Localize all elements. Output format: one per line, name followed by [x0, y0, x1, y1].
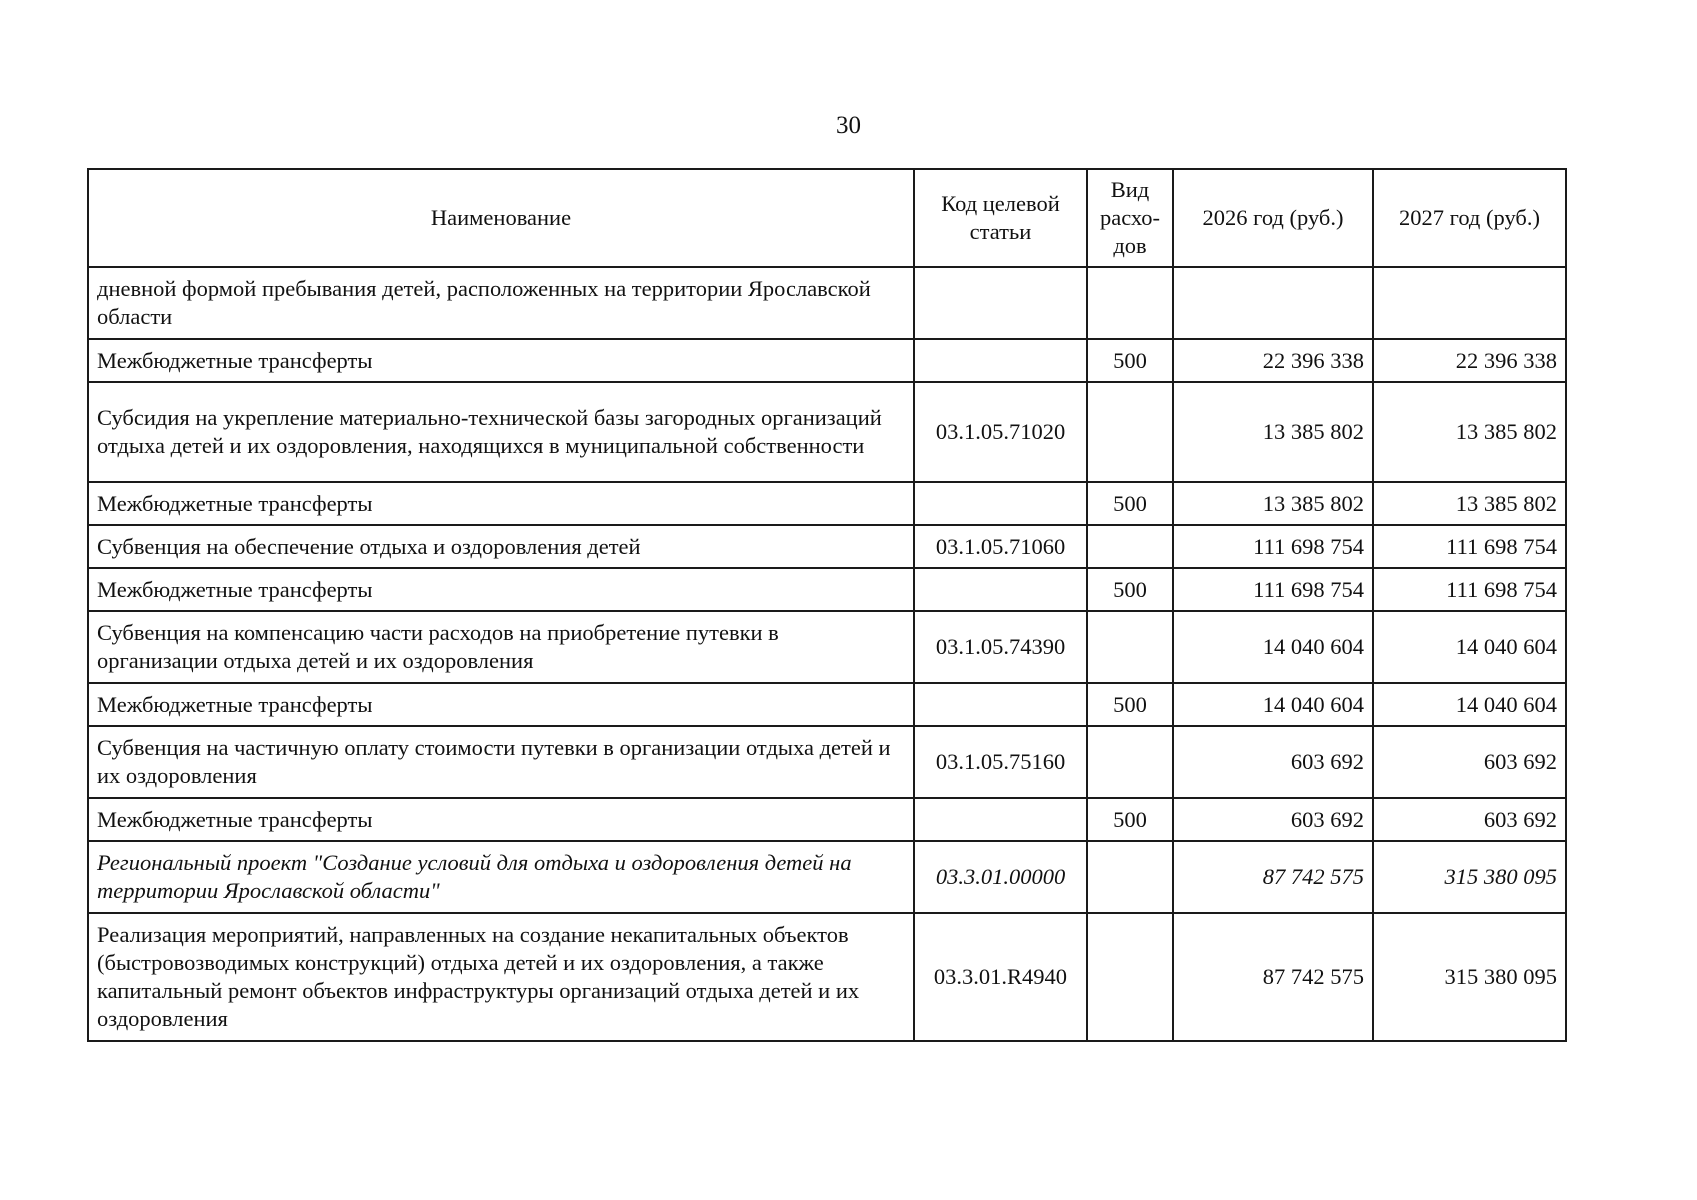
- table-row: [88, 482, 1566, 525]
- row-code: [914, 798, 1087, 841]
- table-row: [88, 726, 1566, 798]
- row-amount-2026: 13 385 802: [1173, 382, 1373, 482]
- row-name: Субвенция на компенсацию части расходов на приобретение путевки в организации отдыха детей и их оздоровления: [88, 611, 914, 683]
- row-amount-2027: [1373, 267, 1566, 339]
- row-code: 03.1.05.75160: [914, 726, 1087, 798]
- row-code: 03.3.01.R4940: [914, 913, 1087, 1041]
- row-amount-2027: 22 396 338: [1373, 339, 1566, 382]
- row-code: [914, 339, 1087, 382]
- row-amount-2027: 603 692: [1373, 726, 1566, 798]
- row-amount-2026: 603 692: [1173, 726, 1373, 798]
- header-vid: Вид расхо-дов: [1087, 169, 1173, 267]
- row-code: [914, 568, 1087, 611]
- row-amount-2026: 87 742 575: [1173, 913, 1373, 1041]
- table-row: [88, 525, 1566, 568]
- row-name: Межбюджетные трансферты: [88, 339, 914, 382]
- table-row: [88, 611, 1566, 683]
- row-name: Межбюджетные трансферты: [88, 568, 914, 611]
- row-expense-type: [1087, 267, 1173, 339]
- header-2027: 2027 год (руб.): [1373, 169, 1566, 267]
- row-amount-2027: 603 692: [1373, 798, 1566, 841]
- row-code: 03.1.05.71020: [914, 382, 1087, 482]
- row-name: Субвенция на обеспечение отдыха и оздоровления детей: [88, 525, 914, 568]
- row-name: Межбюджетные трансферты: [88, 798, 914, 841]
- row-name: Межбюджетные трансферты: [88, 683, 914, 726]
- row-amount-2026: 14 040 604: [1173, 683, 1373, 726]
- row-code: 03.1.05.71060: [914, 525, 1087, 568]
- row-expense-type: 500: [1087, 482, 1173, 525]
- row-expense-type: 500: [1087, 798, 1173, 841]
- table-row: [88, 913, 1566, 1041]
- table-header-row: [88, 169, 1566, 267]
- row-code: 03.1.05.74390: [914, 611, 1087, 683]
- row-expense-type: 500: [1087, 568, 1173, 611]
- row-expense-type: [1087, 382, 1173, 482]
- row-amount-2026: 13 385 802: [1173, 482, 1373, 525]
- row-expense-type: [1087, 611, 1173, 683]
- budget-table: [87, 168, 1567, 1042]
- table-row: [88, 683, 1566, 726]
- row-name: Субсидия на укрепление материально-технической базы загородных организаций отдыха детей и их оздоровления, находящихся в муниципальной собственности: [88, 382, 914, 482]
- row-expense-type: [1087, 913, 1173, 1041]
- header-2026: 2026 год (руб.): [1173, 169, 1373, 267]
- row-expense-type: [1087, 525, 1173, 568]
- table-row: [88, 841, 1566, 913]
- row-amount-2027: 13 385 802: [1373, 482, 1566, 525]
- row-amount-2026: 22 396 338: [1173, 339, 1373, 382]
- table-row: [88, 339, 1566, 382]
- row-amount-2027: 13 385 802: [1373, 382, 1566, 482]
- row-expense-type: 500: [1087, 339, 1173, 382]
- row-name: Региональный проект "Создание условий для отдыха и оздоровления детей на территории Ярославской области": [88, 841, 914, 913]
- row-code: [914, 683, 1087, 726]
- row-expense-type: [1087, 726, 1173, 798]
- row-name: Субвенция на частичную оплату стоимости путевки в организации отдыха детей и их оздоровления: [88, 726, 914, 798]
- row-amount-2026: 603 692: [1173, 798, 1373, 841]
- row-name: дневной формой пребывания детей, расположенных на территории Ярославской области: [88, 267, 914, 339]
- row-amount-2027: 14 040 604: [1373, 683, 1566, 726]
- header-code: Код целевой статьи: [914, 169, 1087, 267]
- header-name: Наименование: [88, 169, 914, 267]
- row-amount-2026: 14 040 604: [1173, 611, 1373, 683]
- row-amount-2026: 111 698 754: [1173, 568, 1373, 611]
- table-row: [88, 382, 1566, 482]
- table-body: [88, 267, 1566, 1041]
- row-amount-2026: 111 698 754: [1173, 525, 1373, 568]
- row-code: 03.3.01.00000: [914, 841, 1087, 913]
- row-code: [914, 482, 1087, 525]
- row-amount-2027: 14 040 604: [1373, 611, 1566, 683]
- row-amount-2027: 111 698 754: [1373, 568, 1566, 611]
- row-code: [914, 267, 1087, 339]
- row-amount-2027: 111 698 754: [1373, 525, 1566, 568]
- table-row: [88, 798, 1566, 841]
- row-amount-2027: 315 380 095: [1373, 841, 1566, 913]
- table-row: [88, 568, 1566, 611]
- row-name: Реализация мероприятий, направленных на создание некапитальных объектов (быстровозводимых конструкций) отдыха детей и их оздоровления, а также капитальный ремонт объектов инфраструктуры организаций отдыха детей и их оздоровления: [88, 913, 914, 1041]
- row-amount-2026: [1173, 267, 1373, 339]
- row-amount-2027: 315 380 095: [1373, 913, 1566, 1041]
- row-name: Межбюджетные трансферты: [88, 482, 914, 525]
- row-amount-2026: 87 742 575: [1173, 841, 1373, 913]
- table-row: [88, 267, 1566, 339]
- row-expense-type: 500: [1087, 683, 1173, 726]
- page-number: 30: [836, 112, 861, 139]
- row-expense-type: [1087, 841, 1173, 913]
